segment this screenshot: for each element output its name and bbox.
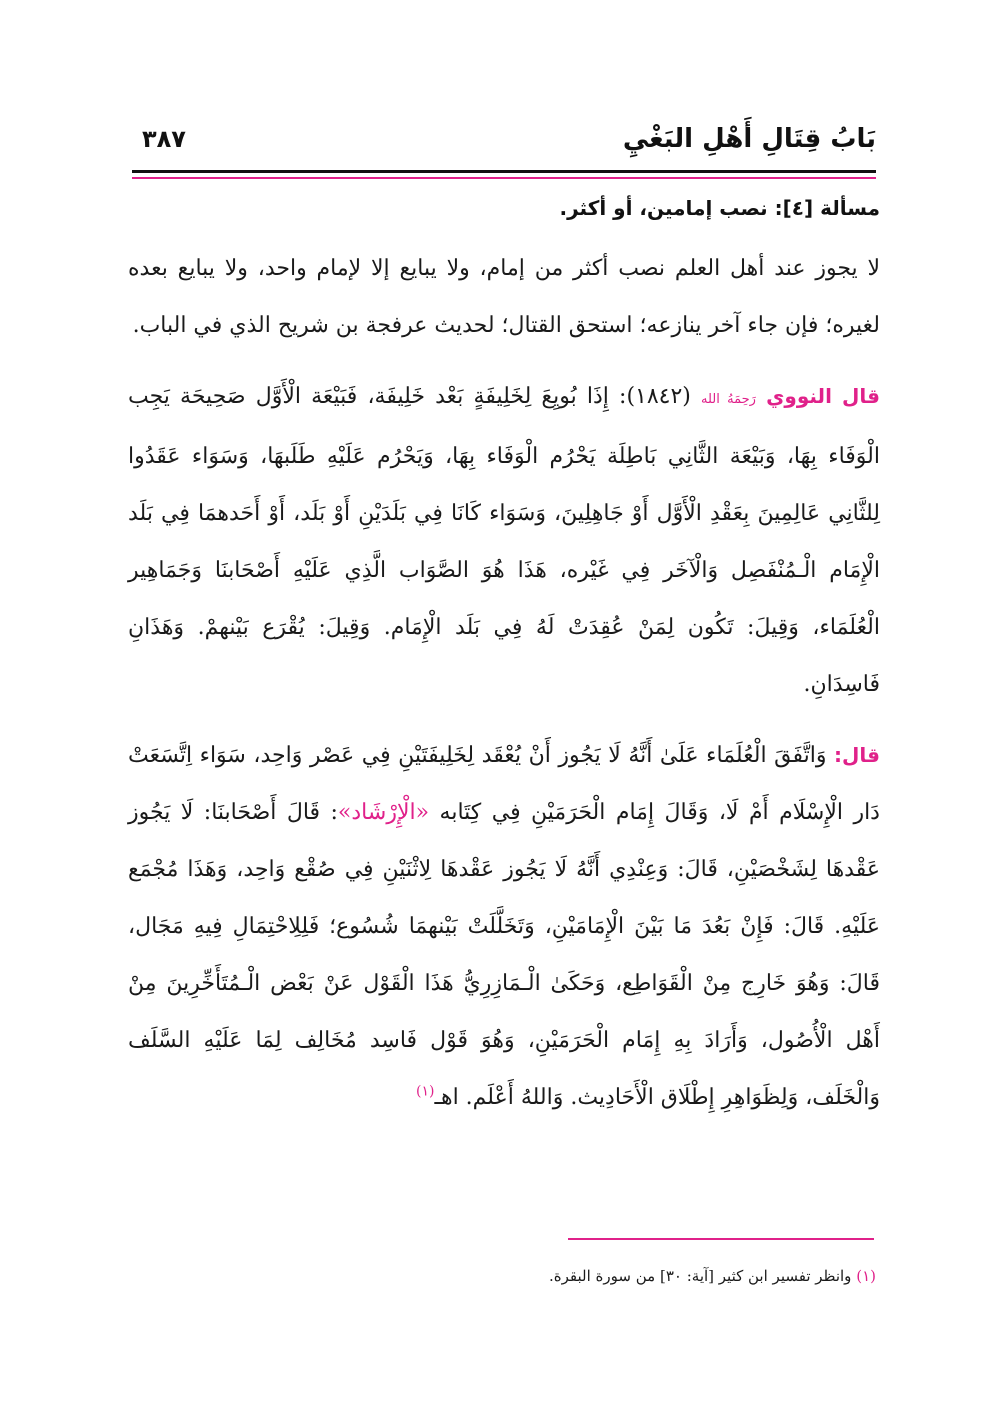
main-content (128, 190, 880, 1140)
issue-label: مسألة [٤]: (774, 196, 880, 220)
footnote-text: وانظر تفسير ابن كثير [آية: ٣٠] من سورة البقرة. (549, 1267, 852, 1285)
paragraph-qala (128, 727, 880, 1126)
footnote-mark: (١) (856, 1267, 876, 1285)
footnote (128, 1262, 876, 1290)
header-rule-pink (132, 177, 876, 179)
page-header (132, 118, 876, 162)
honorific: رَحِمَهُ الله (701, 392, 756, 407)
issue-title: نصب إمامين، أو أكثر. (559, 196, 768, 220)
speaker-qala: قال: (834, 743, 880, 767)
qala-text-b: : قَالَ أَصْحَابنَا: لَا يَجُوز عَقْدهَا لِشَخْصَيْنِ، قَالَ: وَعِنْدِي أَنَّهُ لَا يَجُوز عَقْدهَا لِاثْنَيْنِ فِي صُقْع وَاحِد، وَهَذَا مُجْمَع عَلَيْهِ. قَالَ: فَإِنْ بَعُدَ مَا بَيْنَ الْإِمَامَيْنِ، وَتَخَلَّلَتْ بَيْنهمَا شُسُوع؛ فَلِلِاحْتِمَالِ فِيهِ مَجَال، قَالَ: وَهُوَ خَارِج مِنْ الْقَوَاطِع، وَحَكَىٰ الْـمَازِرِيُّ هَذَا الْقَوْل عَنْ بَعْض الْـمُتَأَخِّرِينَ مِنْ أَهْل الْأُصُول، وَأَرَادَ بِهِ إِمَام الْحَرَمَيْنِ، وَهُوَ قَوْل فَاسِد مُخَالِف لِمَا عَلَيْهِ السَّلَف وَالْخَلَف، وَلِظَوَاهِرِ إِطْلَاق الْأَحَادِيث. وَاللهُ أَعْلَم. اهـ (128, 800, 880, 1110)
speaker-nawawi: قال النووي (766, 384, 880, 408)
book-title: «الْإِرْشَاد» (337, 800, 430, 825)
header-rule-black (132, 170, 876, 173)
footnote-separator (568, 1238, 874, 1240)
issue-heading (128, 190, 880, 226)
paragraph-intro: لا يجوز عند أهل العلم نصب أكثر من إمام، ولا يبايع إلا لإمام واحد، ولا يبايع بعده لغيره؛ فإن جاء آخر ينازعه؛ استحق القتال؛ لحديث عرفجة بن شريح الذي في الباب. (128, 256, 880, 338)
running-title: بَابُ قِتَالِ أَهْلِ البَغْيِ (622, 124, 876, 154)
paragraph-nawawi (128, 368, 880, 713)
qala-text-a: وَاتَّفَقَ الْعُلَمَاء عَلَىٰ أَنَّهُ لَا يَجُوز أَنْ يُعْقَد لِخَلِيفَتَيْنِ فِي عَصْر وَاحِد، سَوَاء اِتَّسَعَتْ دَار الْإِسْلَام أَمْ لَا، وَقَالَ إِمَام الْحَرَمَيْنِ فِي كِتَابه (128, 743, 880, 825)
footnote-reference[interactable]: (١) (416, 1083, 435, 1100)
nawawi-text: (١٨٤٢): إِذَا بُويِعَ لِخَلِيفَةٍ بَعْد خَلِيفَة، فَبَيْعَة الْأَوَّل صَحِيحَة يَجِب الْوَفَاء بِهَا، وَبَيْعَة الثَّانِي بَاطِلَة يَحْرُم الْوَفَاء بِهَا، وَيَحْرُم عَلَيْهِ طَلَبهَا، وَسَوَاء عَقَدُوا لِلثَّانِي عَالِمِينَ بِعَقْدِ الْأَوَّل أَوْ جَاهِلِينَ، وَسَوَاء كَانَا فِي بَلَدَيْنِ أَوْ بَلَد، أَوْ أَحَدهمَا فِي بَلَد الْإِمَام الْـمُنْفَصِل وَالْآخَر فِي غَيْره، هَذَا هُوَ الصَّوَاب الَّذِي عَلَيْهِ أَصْحَابنَا وَجَمَاهِير الْعُلَمَاء، وَقِيلَ: تَكُون لِمَنْ عُقِدَتْ لَهُ فِي بَلَد الْإِمَام. وَقِيلَ: يُقْرَع بَيْنهمْ. وَهَذَانِ فَاسِدَانِ. (128, 384, 880, 697)
page-number: ٣٨٧ (142, 125, 186, 153)
